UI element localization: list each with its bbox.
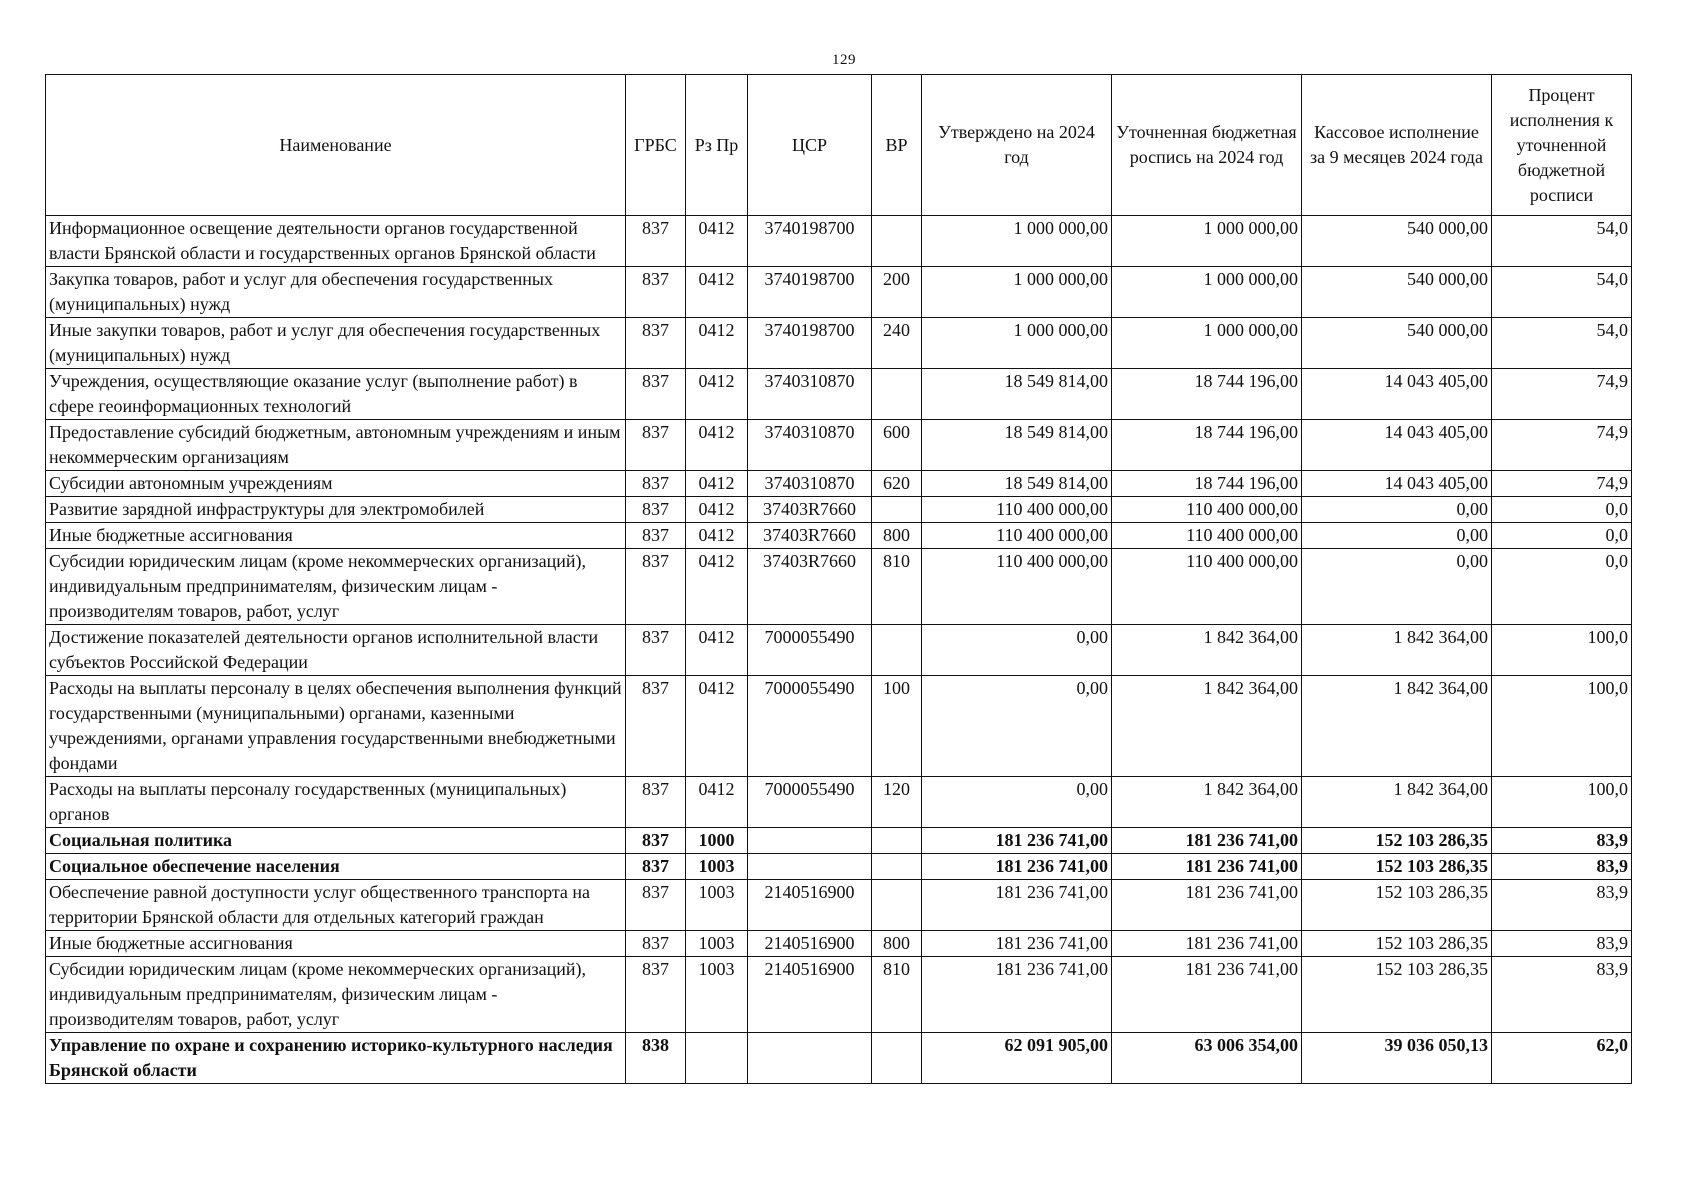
cell-percent: 83,9 bbox=[1492, 880, 1632, 931]
cell-percent: 83,9 bbox=[1492, 828, 1632, 854]
cell-cash: 152 103 286,35 bbox=[1302, 880, 1492, 931]
cell-vr bbox=[872, 828, 922, 854]
cell-percent: 0,0 bbox=[1492, 497, 1632, 523]
cell-grbs: 837 bbox=[626, 267, 686, 318]
cell-refined: 63 006 354,00 bbox=[1112, 1033, 1302, 1084]
cell-vr bbox=[872, 625, 922, 676]
cell-csr: 37403R7660 bbox=[748, 549, 872, 625]
cell-refined: 18 744 196,00 bbox=[1112, 420, 1302, 471]
cell-csr: 3740198700 bbox=[748, 267, 872, 318]
cell-grbs: 838 bbox=[626, 1033, 686, 1084]
cell-grbs: 837 bbox=[626, 216, 686, 267]
cell-rzpr: 0412 bbox=[686, 625, 748, 676]
cell-name: Социальное обеспечение населения bbox=[46, 854, 626, 880]
cell-name: Обеспечение равной доступности услуг общественного транспорта на территории Брянской области для отдельных категорий граждан bbox=[46, 880, 626, 931]
cell-cash: 540 000,00 bbox=[1302, 318, 1492, 369]
cell-name: Информационное освещение деятельности органов государственной власти Брянской области и государственных органов Брянской области bbox=[46, 216, 626, 267]
cell-vr bbox=[872, 880, 922, 931]
cell-percent: 83,9 bbox=[1492, 931, 1632, 957]
cell-vr bbox=[872, 1033, 922, 1084]
cell-refined: 1 000 000,00 bbox=[1112, 318, 1302, 369]
table-row bbox=[46, 625, 1632, 676]
cell-name: Управление по охране и сохранению историко-культурного наследия Брянской области bbox=[46, 1033, 626, 1084]
cell-grbs: 837 bbox=[626, 777, 686, 828]
cell-vr: 120 bbox=[872, 777, 922, 828]
cell-rzpr: 0412 bbox=[686, 676, 748, 777]
cell-grbs: 837 bbox=[626, 420, 686, 471]
cell-grbs: 837 bbox=[626, 957, 686, 1033]
cell-rzpr: 0412 bbox=[686, 497, 748, 523]
cell-csr: 2140516900 bbox=[748, 880, 872, 931]
cell-name: Субсидии юридическим лицам (кроме некоммерческих организаций), индивидуальным предпринимателям, физическим лицам - производителям товаров, работ, услуг bbox=[46, 549, 626, 625]
cell-rzpr: 0412 bbox=[686, 216, 748, 267]
cell-cash: 152 103 286,35 bbox=[1302, 828, 1492, 854]
cell-name: Иные закупки товаров, работ и услуг для обеспечения государственных (муниципальных) нужд bbox=[46, 318, 626, 369]
cell-approved: 1 000 000,00 bbox=[922, 216, 1112, 267]
table-row bbox=[46, 828, 1632, 854]
cell-cash: 14 043 405,00 bbox=[1302, 471, 1492, 497]
cell-approved: 110 400 000,00 bbox=[922, 523, 1112, 549]
table-row bbox=[46, 318, 1632, 369]
table-row bbox=[46, 1033, 1632, 1084]
cell-rzpr: 1003 bbox=[686, 931, 748, 957]
cell-rzpr: 0412 bbox=[686, 549, 748, 625]
table-row bbox=[46, 523, 1632, 549]
header-cash: Кассовое исполнение за 9 месяцев 2024 года bbox=[1302, 75, 1492, 216]
cell-refined: 1 842 364,00 bbox=[1112, 676, 1302, 777]
cell-csr: 7000055490 bbox=[748, 676, 872, 777]
cell-rzpr: 0412 bbox=[686, 369, 748, 420]
cell-rzpr: 0412 bbox=[686, 318, 748, 369]
cell-grbs: 837 bbox=[626, 625, 686, 676]
cell-cash: 152 103 286,35 bbox=[1302, 957, 1492, 1033]
table-row bbox=[46, 957, 1632, 1033]
cell-refined: 18 744 196,00 bbox=[1112, 471, 1302, 497]
header-approved: Утверждено на 2024 год bbox=[922, 75, 1112, 216]
cell-percent: 74,9 bbox=[1492, 369, 1632, 420]
cell-refined: 1 000 000,00 bbox=[1112, 267, 1302, 318]
cell-refined: 1 842 364,00 bbox=[1112, 625, 1302, 676]
cell-refined: 1 842 364,00 bbox=[1112, 777, 1302, 828]
cell-name: Достижение показателей деятельности органов исполнительной власти субъектов Российской Федерации bbox=[46, 625, 626, 676]
cell-vr: 100 bbox=[872, 676, 922, 777]
cell-percent: 100,0 bbox=[1492, 625, 1632, 676]
cell-grbs: 837 bbox=[626, 931, 686, 957]
cell-refined: 110 400 000,00 bbox=[1112, 523, 1302, 549]
cell-cash: 1 842 364,00 bbox=[1302, 625, 1492, 676]
cell-rzpr bbox=[686, 1033, 748, 1084]
cell-vr bbox=[872, 216, 922, 267]
table-row bbox=[46, 420, 1632, 471]
cell-name: Предоставление субсидий бюджетным, автономным учреждениям и иным некоммерческим организациям bbox=[46, 420, 626, 471]
cell-name: Иные бюджетные ассигнования bbox=[46, 931, 626, 957]
cell-approved: 181 236 741,00 bbox=[922, 880, 1112, 931]
cell-refined: 181 236 741,00 bbox=[1112, 854, 1302, 880]
cell-approved: 110 400 000,00 bbox=[922, 549, 1112, 625]
table-row bbox=[46, 216, 1632, 267]
cell-approved: 181 236 741,00 bbox=[922, 957, 1112, 1033]
cell-vr: 200 bbox=[872, 267, 922, 318]
budget-execution-table bbox=[45, 74, 1632, 1084]
page-number: 129 bbox=[832, 52, 856, 68]
cell-vr: 800 bbox=[872, 523, 922, 549]
cell-percent: 74,9 bbox=[1492, 420, 1632, 471]
cell-percent: 83,9 bbox=[1492, 854, 1632, 880]
cell-approved: 0,00 bbox=[922, 777, 1112, 828]
cell-csr bbox=[748, 1033, 872, 1084]
cell-csr: 2140516900 bbox=[748, 957, 872, 1033]
cell-csr: 3740198700 bbox=[748, 216, 872, 267]
header-rzpr: Рз Пр bbox=[686, 75, 748, 216]
cell-vr: 800 bbox=[872, 931, 922, 957]
cell-grbs: 837 bbox=[626, 523, 686, 549]
cell-vr bbox=[872, 497, 922, 523]
cell-vr: 810 bbox=[872, 957, 922, 1033]
cell-cash: 0,00 bbox=[1302, 497, 1492, 523]
cell-approved: 0,00 bbox=[922, 676, 1112, 777]
cell-refined: 181 236 741,00 bbox=[1112, 931, 1302, 957]
cell-csr bbox=[748, 854, 872, 880]
cell-percent: 54,0 bbox=[1492, 318, 1632, 369]
cell-rzpr: 0412 bbox=[686, 777, 748, 828]
cell-vr bbox=[872, 854, 922, 880]
cell-name: Закупка товаров, работ и услуг для обеспечения государственных (муниципальных) нужд bbox=[46, 267, 626, 318]
cell-vr: 620 bbox=[872, 471, 922, 497]
cell-cash: 540 000,00 bbox=[1302, 267, 1492, 318]
cell-grbs: 837 bbox=[626, 369, 686, 420]
cell-approved: 181 236 741,00 bbox=[922, 854, 1112, 880]
cell-vr: 240 bbox=[872, 318, 922, 369]
header-percent: Процент исполнения к уточненной бюджетной росписи bbox=[1492, 75, 1632, 216]
table-row bbox=[46, 369, 1632, 420]
cell-vr: 810 bbox=[872, 549, 922, 625]
cell-csr: 2140516900 bbox=[748, 931, 872, 957]
cell-grbs: 837 bbox=[626, 828, 686, 854]
cell-csr: 37403R7660 bbox=[748, 523, 872, 549]
cell-csr: 3740310870 bbox=[748, 369, 872, 420]
cell-rzpr: 1003 bbox=[686, 957, 748, 1033]
cell-approved: 18 549 814,00 bbox=[922, 369, 1112, 420]
cell-rzpr: 1003 bbox=[686, 854, 748, 880]
cell-percent: 74,9 bbox=[1492, 471, 1632, 497]
cell-cash: 152 103 286,35 bbox=[1302, 931, 1492, 957]
cell-approved: 62 091 905,00 bbox=[922, 1033, 1112, 1084]
header-name: Наименование bbox=[46, 75, 626, 216]
cell-percent: 100,0 bbox=[1492, 777, 1632, 828]
table-header bbox=[46, 75, 1632, 216]
table-row bbox=[46, 777, 1632, 828]
cell-percent: 54,0 bbox=[1492, 216, 1632, 267]
table-row bbox=[46, 471, 1632, 497]
cell-csr: 3740310870 bbox=[748, 420, 872, 471]
cell-refined: 181 236 741,00 bbox=[1112, 828, 1302, 854]
cell-rzpr: 0412 bbox=[686, 523, 748, 549]
cell-name: Иные бюджетные ассигнования bbox=[46, 523, 626, 549]
table-row bbox=[46, 676, 1632, 777]
cell-grbs: 837 bbox=[626, 549, 686, 625]
cell-approved: 1 000 000,00 bbox=[922, 318, 1112, 369]
cell-rzpr: 0412 bbox=[686, 420, 748, 471]
cell-name: Учреждения, осуществляющие оказание услуг (выполнение работ) в сфере геоинформационных технологий bbox=[46, 369, 626, 420]
cell-approved: 18 549 814,00 bbox=[922, 471, 1112, 497]
cell-vr bbox=[872, 369, 922, 420]
cell-name: Субсидии автономным учреждениям bbox=[46, 471, 626, 497]
cell-approved: 181 236 741,00 bbox=[922, 828, 1112, 854]
cell-vr: 600 bbox=[872, 420, 922, 471]
table-row bbox=[46, 880, 1632, 931]
cell-cash: 540 000,00 bbox=[1302, 216, 1492, 267]
cell-cash: 0,00 bbox=[1302, 523, 1492, 549]
cell-percent: 54,0 bbox=[1492, 267, 1632, 318]
cell-approved: 18 549 814,00 bbox=[922, 420, 1112, 471]
cell-name: Расходы на выплаты персоналу государственных (муниципальных) органов bbox=[46, 777, 626, 828]
header-vr: ВР bbox=[872, 75, 922, 216]
cell-refined: 110 400 000,00 bbox=[1112, 497, 1302, 523]
cell-name: Развитие зарядной инфраструктуры для электромобилей bbox=[46, 497, 626, 523]
cell-percent: 0,0 bbox=[1492, 549, 1632, 625]
cell-cash: 14 043 405,00 bbox=[1302, 369, 1492, 420]
cell-approved: 0,00 bbox=[922, 625, 1112, 676]
cell-csr: 3740198700 bbox=[748, 318, 872, 369]
cell-rzpr: 0412 bbox=[686, 471, 748, 497]
cell-percent: 62,0 bbox=[1492, 1033, 1632, 1084]
cell-refined: 181 236 741,00 bbox=[1112, 957, 1302, 1033]
cell-cash: 39 036 050,13 bbox=[1302, 1033, 1492, 1084]
cell-approved: 1 000 000,00 bbox=[922, 267, 1112, 318]
cell-csr: 37403R7660 bbox=[748, 497, 872, 523]
cell-approved: 110 400 000,00 bbox=[922, 497, 1112, 523]
cell-name: Расходы на выплаты персоналу в целях обеспечения выполнения функций государственными (муниципальными) органами, казенными учреждениями, органами управления государственными внебюджетными фондами bbox=[46, 676, 626, 777]
table-row bbox=[46, 854, 1632, 880]
header-csr: ЦСР bbox=[748, 75, 872, 216]
cell-csr bbox=[748, 828, 872, 854]
table-row bbox=[46, 931, 1632, 957]
cell-refined: 181 236 741,00 bbox=[1112, 880, 1302, 931]
cell-name: Субсидии юридическим лицам (кроме некоммерческих организаций), индивидуальным предпринимателям, физическим лицам - производителям товаров, работ, услуг bbox=[46, 957, 626, 1033]
table-row bbox=[46, 497, 1632, 523]
cell-cash: 152 103 286,35 bbox=[1302, 854, 1492, 880]
cell-approved: 181 236 741,00 bbox=[922, 931, 1112, 957]
cell-percent: 83,9 bbox=[1492, 957, 1632, 1033]
cell-rzpr: 1003 bbox=[686, 880, 748, 931]
cell-percent: 100,0 bbox=[1492, 676, 1632, 777]
cell-csr: 7000055490 bbox=[748, 777, 872, 828]
cell-grbs: 837 bbox=[626, 471, 686, 497]
table-body bbox=[46, 216, 1632, 1084]
header-refined: Уточненная бюджетная роспись на 2024 год bbox=[1112, 75, 1302, 216]
cell-name: Социальная политика bbox=[46, 828, 626, 854]
cell-refined: 18 744 196,00 bbox=[1112, 369, 1302, 420]
cell-refined: 1 000 000,00 bbox=[1112, 216, 1302, 267]
cell-grbs: 837 bbox=[626, 676, 686, 777]
cell-cash: 0,00 bbox=[1302, 549, 1492, 625]
cell-cash: 1 842 364,00 bbox=[1302, 777, 1492, 828]
table-row bbox=[46, 549, 1632, 625]
cell-grbs: 837 bbox=[626, 318, 686, 369]
cell-csr: 3740310870 bbox=[748, 471, 872, 497]
header-grbs: ГРБС bbox=[626, 75, 686, 216]
cell-refined: 110 400 000,00 bbox=[1112, 549, 1302, 625]
cell-grbs: 837 bbox=[626, 854, 686, 880]
cell-grbs: 837 bbox=[626, 497, 686, 523]
cell-percent: 0,0 bbox=[1492, 523, 1632, 549]
table-row bbox=[46, 267, 1632, 318]
cell-grbs: 837 bbox=[626, 880, 686, 931]
cell-csr: 7000055490 bbox=[748, 625, 872, 676]
cell-cash: 1 842 364,00 bbox=[1302, 676, 1492, 777]
cell-cash: 14 043 405,00 bbox=[1302, 420, 1492, 471]
cell-rzpr: 1000 bbox=[686, 828, 748, 854]
cell-rzpr: 0412 bbox=[686, 267, 748, 318]
